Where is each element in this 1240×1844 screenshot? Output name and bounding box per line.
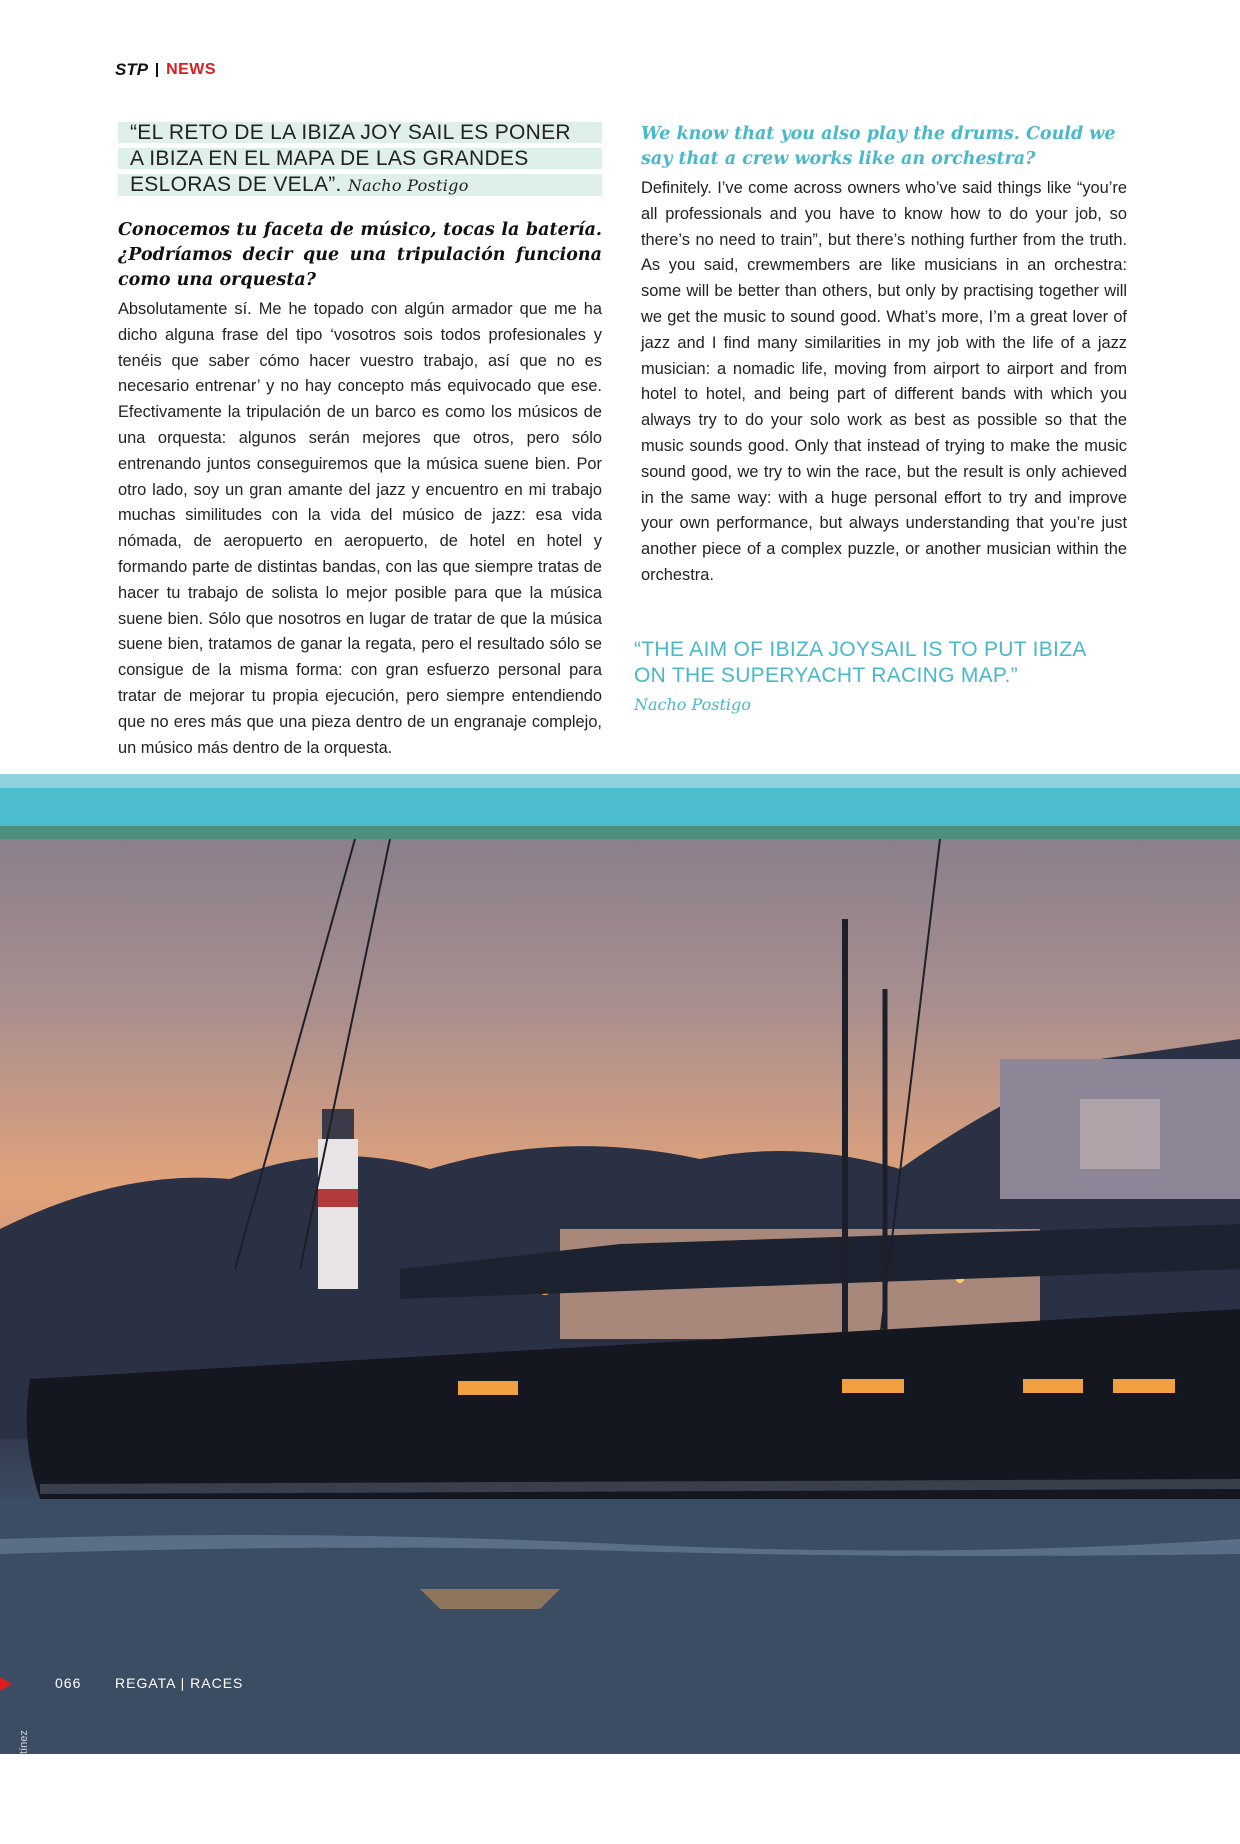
english-pull-quote [634,637,1134,714]
decorative-stripe-teal [0,788,1240,826]
spanish-pull-quote [118,122,602,196]
pull-quote-line: ON THE SUPERYACHT RACING MAP.” [634,664,1018,687]
photo-credit: © Photo: Nico Martínez [18,1730,30,1844]
porthole-light [842,1379,904,1393]
pull-quote-line: “THE AIM OF IBIZA JOYSAIL IS TO PUT IBIZA [634,638,1087,661]
spanish-column [118,122,602,761]
porthole-light [458,1381,518,1395]
pull-quote-author: Nacho Postigo [634,695,751,714]
english-answer: Definitely. I’ve come across owners who’ve said things like “you’re all professionals and you have to know how to do your job, so there’s no need to train”, but there’s nothing further from the truth. As you said, crewmembers are like musicians in an orchestra: some will be better than others, but only by practising together will we get the music to sound good. What’s more, I’m a great lover of jazz and I find many similarities in my job with the life of a jazz musician: a nomadic life, moving from airport to airport and from hotel to hotel, and being part of different bands with which you always try to do your solo work as best as possible so that the music sounds good. Only that instead of trying to make the music sound good, we try to win the race, but the result is only achieved in the same way: with a huge personal effort to try and improve your own performance, but always understanding that you’re just another piece of a complex puzzle, or another musician within the orchestra. [641,179,1127,584]
photo-illustration [0,839,1240,1754]
pull-quote-line: ESLORAS DE VELA”. Nacho Postigo [118,174,602,196]
lighthouse [318,1139,358,1289]
porthole-light [1023,1379,1083,1393]
porthole-light [1113,1379,1175,1393]
lighthouse-band [318,1189,358,1207]
light-reflection [420,1589,560,1609]
decorative-stripe-dark [0,826,1240,839]
pull-quote-author: Nacho Postigo [347,176,469,195]
header-divider [156,63,158,77]
spanish-answer: Absolutamente sí. Me he topado con algún armador que me ha dicho alguna frase del tipo ‘vosotros sois todos profesionales y tenéis que saber cómo hacer vuestro trabajo, así que no es necesario entrenar’ y no hay concepto más equivocado que ese. Efectivamente la tripulación de un barco es como los músicos de una orquesta: algunos serán mejores que otros, pero sólo entrenando juntos conseguiremos que la música suene bien. Por otro lado, soy un gran amante del jazz y encuentro en mi trabajo muchas similitudes con la vida del músico de jazz: esa vida nómada, de aeropuerto en aeropuerto, de hotel en hotel y formando parte de distintas bandas, con las que siempre tratas de hacer tu trabajo de solista lo mejor posible para que la música suene bien. Sólo que nosotros en lugar de tratar de que la música suene bien, tratamos de ganar la regata, pero el resultado sólo se consigue de la misma forma: con gran esfuerzo personal para tratar de mejorar tu propia ejecución, pero siempre entendiendo que no eres más que una pieza dentro de un engranaje complejo, un músico más dentro de la orquesta. [118,300,602,757]
decorative-stripe-light [0,774,1240,788]
stp-logo: STP [115,60,149,79]
lighthouse-top [322,1109,354,1139]
page-number: 066 [55,1675,82,1691]
sailing-yacht-photo [0,839,1240,1844]
english-column [641,122,1127,589]
pull-quote-line: “EL RETO DE LA IBIZA JOY SAIL ES PONER [118,122,602,143]
section-title: NEWS [166,61,217,78]
section-label: REGATA | RACES [115,1675,244,1691]
town-building [1080,1099,1160,1169]
pull-quote-line: A IBIZA EN EL MAPA DE LAS GRANDES [118,148,602,169]
footer [0,1675,600,1695]
header [115,60,216,80]
footer-marker-icon [0,1677,12,1691]
spanish-question: Conocemos tu faceta de músico, tocas la batería. ¿Podríamos decir que una tripulación funciona como una orquesta? [118,220,602,290]
english-question: We know that you also play the drums. Could we say that a crew works like an orchestra? [641,124,1116,169]
